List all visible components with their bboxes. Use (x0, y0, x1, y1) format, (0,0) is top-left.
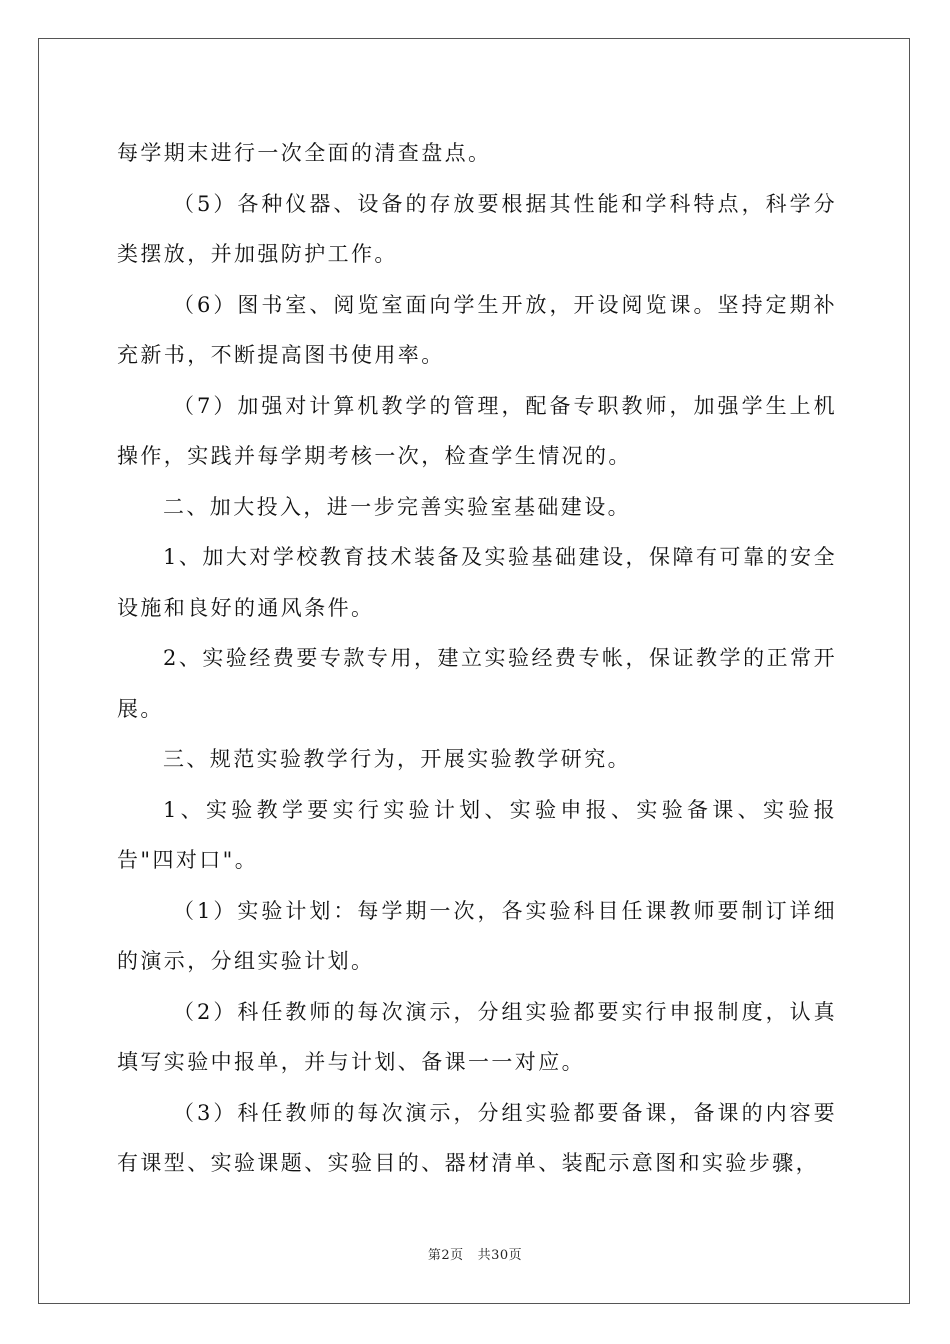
paragraph-4: （7）加强对计算机教学的管理，配备专职教师，加强学生上机操作，实践并每学期考核一次，检查学生情况的。 (117, 393, 837, 468)
paragraph-1: 每学期末进行一次全面的清查盘点。 (117, 141, 492, 165)
page-number: 第2页 (427, 1248, 464, 1263)
paragraph-2: （5）各种仪器、设备的存放要根据其性能和学科特点，科学分类摆放，并加强防护工作。 (117, 191, 837, 266)
paragraph-12: （3）科任教师的每次演示，分组实验都要备课，备课的内容要有课型、实验课题、实验目的、器材清单、装配示意图和实验步骤， (117, 1100, 837, 1175)
page-total: 共30页 (477, 1248, 523, 1263)
paragraph-10: （1）实验计划：每学期一次，各实验科目任课教师要制订详细的演示，分组实验计划。 (117, 898, 837, 973)
section-heading-3: 三、规范实验教学行为，开展实验教学研究。 (163, 747, 631, 771)
paragraph-11: （2）科任教师的每次演示，分组实验都要实行申报制度，认真填写实验中报单，并与计划、备课一一对应。 (117, 999, 837, 1074)
section-heading-2: 二、加大投入，进一步完善实验室基础建设。 (163, 494, 631, 519)
document-body (117, 128, 837, 1189)
paragraph-9: 1、实验教学要实行实验计划、实验申报、实验备课、实验报告"四对口"。 (117, 797, 837, 872)
paragraph-6: 1、加大对学校教育技术装备及实验基础建设，保障有可靠的安全设施和良好的通风条件。 (117, 545, 837, 620)
page-footer (0, 1244, 950, 1263)
paragraph-7: 2、实验经费要专款专用，建立实验经费专帐，保证教学的正常开展。 (117, 646, 837, 721)
paragraph-3: （6）图书室、阅览室面向学生开放，开设阅览课。坚持定期补充新书，不断提高图书使用率。 (117, 292, 837, 367)
